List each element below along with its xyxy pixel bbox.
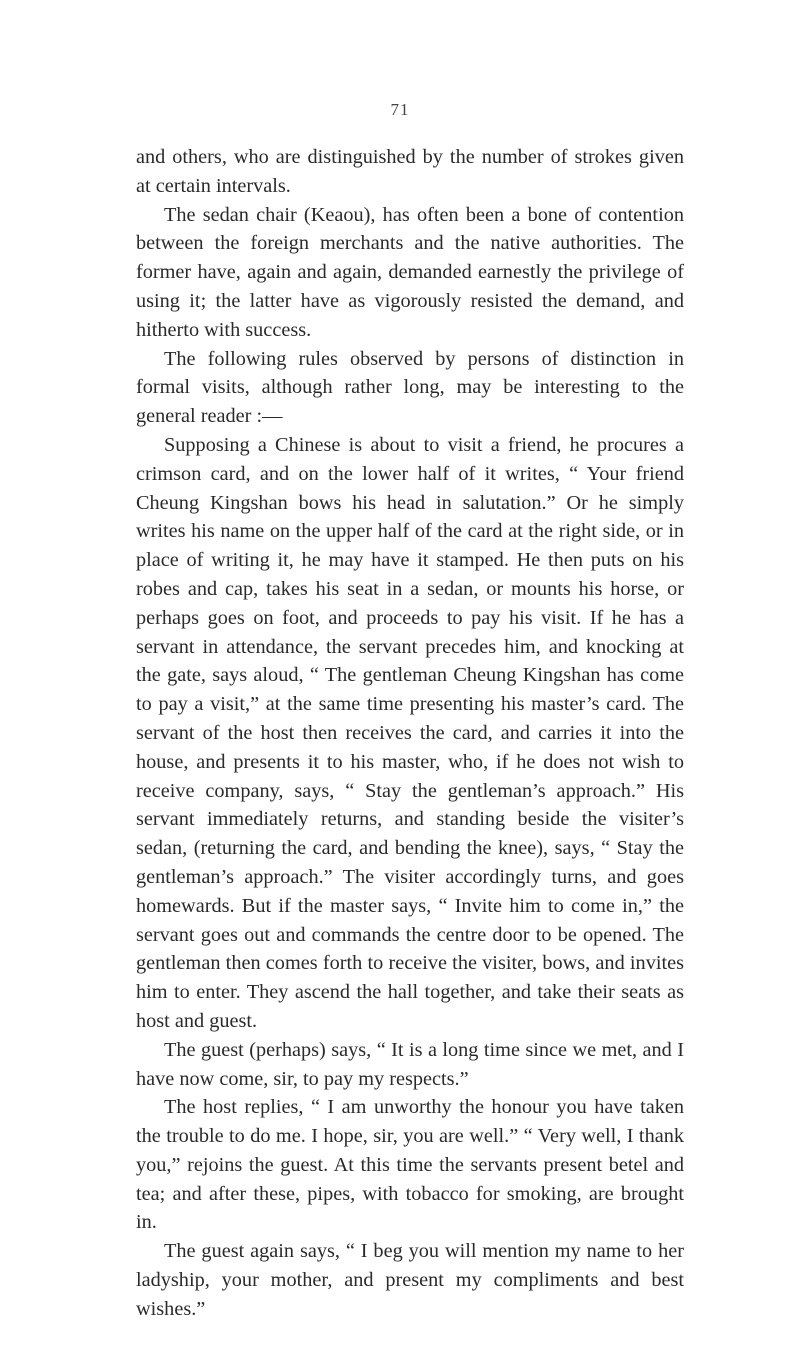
paragraph: The guest again says, “ I beg you will mention my name to her ladyship, your mother, and present my compliments and best wishes.” bbox=[136, 1240, 684, 1320]
paragraph: The following rules observed by persons of distinction in formal visits, although rather long, may be interesting to the general reader :— bbox=[136, 347, 684, 428]
paragraph: The guest (perhaps) says, “ It is a long time since we met, and I have now come, sir, to pay my respects.” bbox=[136, 1038, 684, 1090]
paragraph: The host replies, “ I am unworthy the honour you have taken the trouble to do me. I hope, sir, you are well.” “ Very well, I thank you,” rejoins the guest. At this time the servants present betel and tea; and after these, pipes, with tobacco for smoking, are brought in. bbox=[136, 1096, 684, 1234]
paragraph: Supposing a Chinese is about to visit a friend, he procures a crimson card, and on the lower half of it writes, “ Your friend Cheung Kingshan bows his head in salutation.” Or he simply writes his name on the upper half of the card at the right side, or in place of writing it, he may have it stamped. He then puts on his robes and cap, takes his seat in a sedan, or mounts his horse, or perhaps goes on foot, and proceeds to pay his visit. If he has a servant in attendance, the servant precedes him, and knocking at the gate, says aloud, “ The gentleman Cheung Kingshan has come to pay a visit,” at the same time presenting his master’s card. The servant of the host then receives the card, and carries it into the house, and presents it to his master, who, if he does not wish to receive company, says, “ Stay the gentleman’s approach.” His servant immediately returns, and standing beside the visiter’s sedan, (returning the card, and bending the knee), says, “ Stay the gentleman’s approach.” The visiter accordingly turns, and goes homewards. But if the master says, “ Invite him to come in,” the servant goes out and commands the centre door to be opened. The gentleman then comes forth to receive the visiter, bows, and invites him to enter. They ascend the hall together, and take their seats as host and guest. bbox=[136, 433, 684, 1032]
body-text bbox=[136, 143, 684, 1324]
page-number: 71 bbox=[390, 100, 410, 119]
paragraph: and others, who are distinguished by the number of strokes given at certain intervals. bbox=[136, 146, 684, 197]
paragraph: The sedan chair (Keaou), has often been a bone of contention between the foreign merchants and the native authorities. The former have, again and again, demanded earnestly the privilege of using it; the latter have as vigorously resisted the demand, and hitherto with success. bbox=[136, 203, 684, 341]
